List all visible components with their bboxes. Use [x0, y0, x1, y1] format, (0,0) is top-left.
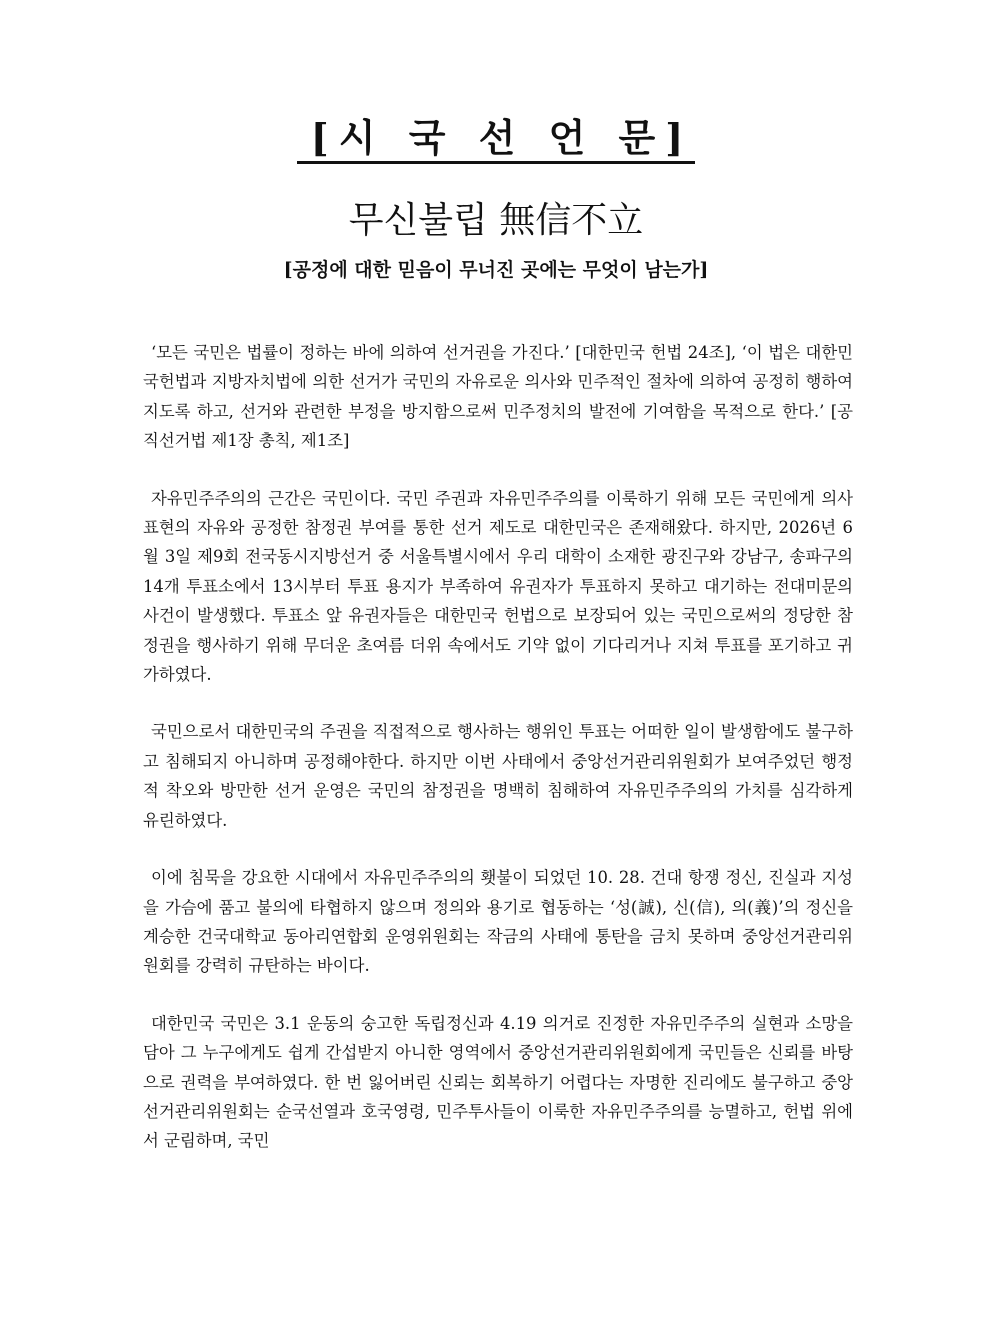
paragraph-trust: 대한민국 국민은 3.1 운동의 숭고한 독립정신과 4.19 의거로 진정한 자유민주주의 실현과 소망을 담아 그 누구에게도 쉽게 간섭받지 아니한 영역에서 중앙선거관리위원회에게 국민들은 신뢰를 바탕으로 권력을 부여하였다. 한 번 잃어버린 신뢰는 회복하기 어렵다는 자명한 진리에도 불구하고 중앙선거관리위원회는 순국선열과 호국영령, 민주투사들이 이룩한 자유민주주의를 능멸하고, 헌법 위에서 군림하며, 국민	[143, 1013, 853, 1151]
document-type-label: [시 국 선 언 문]	[297, 115, 695, 164]
paragraph-incident: 자유민주주의의 근간은 국민이다. 국민 주권과 자유민주주의를 이룩하기 위해 모든 국민에게 의사 표현의 자유와 공정한 참정권 부여를 통한 선거 제도로 대한민국은 존재해왔다. 하지만, 2026년 6월 3일 제9회 전국동시지방선거 중 서울특별시에서 우리 대학이 소재한 광진구와 강남구, 송파구의 14개 투표소에서 13시부터 투표 용지가 부족하여 유권자가 투표하지 못하고 대기하는 전대미문의 사건이 발생했다. 투표소 앞 유권자들은 대한민국 헌법으로 보장되어 있는 국민으로써의 정당한 참정권을 행사하기 위해 무더운 초여름 더위 속에서도 기약 없이 기다리거나 지쳐 투표를 포기하고 귀가하였다.	[143, 488, 853, 685]
document-body	[143, 338, 853, 1184]
document-type-heading	[0, 112, 992, 164]
paragraph-violation: 국민으로서 대한민국의 주권을 직접적으로 행사하는 행위인 투표는 어떠한 일이 발생함에도 불구하고 침해되지 아니하며 공정해야한다. 하지만 이번 사태에서 중앙선거관리위원회가 보여주었던 행정적 착오와 방만한 선거 운영은 국민의 참정권을 명백히 침해하여 자유민주주의의 가치를 심각하게 유린하였다.	[143, 722, 853, 830]
paragraph-legal-basis: ‘모든 국민은 법률이 정하는 바에 의하여 선거권을 가진다.’ [대한민국 헌법 24조], ‘이 법은 대한민국헌법과 지방자치법에 의한 선거가 국민의 자유로운 의사와 민주적인 절차에 의하여 공정히 행하여지도록 하고, 선거와 관련한 부정을 방지함으로써 민주정치의 발전에 기여함을 목적으로 한다.’ [공직선거법 제1장 총칙, 제1조]	[143, 343, 853, 451]
document-title: 무신불립 無信不立	[348, 200, 644, 241]
paragraph-condemnation: 이에 침묵을 강요한 시대에서 자유민주주의의 횃불이 되었던 10. 28. 건대 항쟁 정신, 진실과 지성을 가슴에 품고 불의에 타협하지 않으며 정의와 용기로 협동하는 ‘성(誠), 신(信), 의(義)’의 정신을 계승한 건국대학교 동아리연합회 운영위원회는 작금의 사태에 통탄을 금치 못하며 중앙선거관리위원회를 강력히 규탄하는 바이다.	[143, 868, 853, 976]
document-subtitle: [공정에 대한 믿음이 무너진 곳에는 무엇이 남는가]	[283, 259, 709, 281]
